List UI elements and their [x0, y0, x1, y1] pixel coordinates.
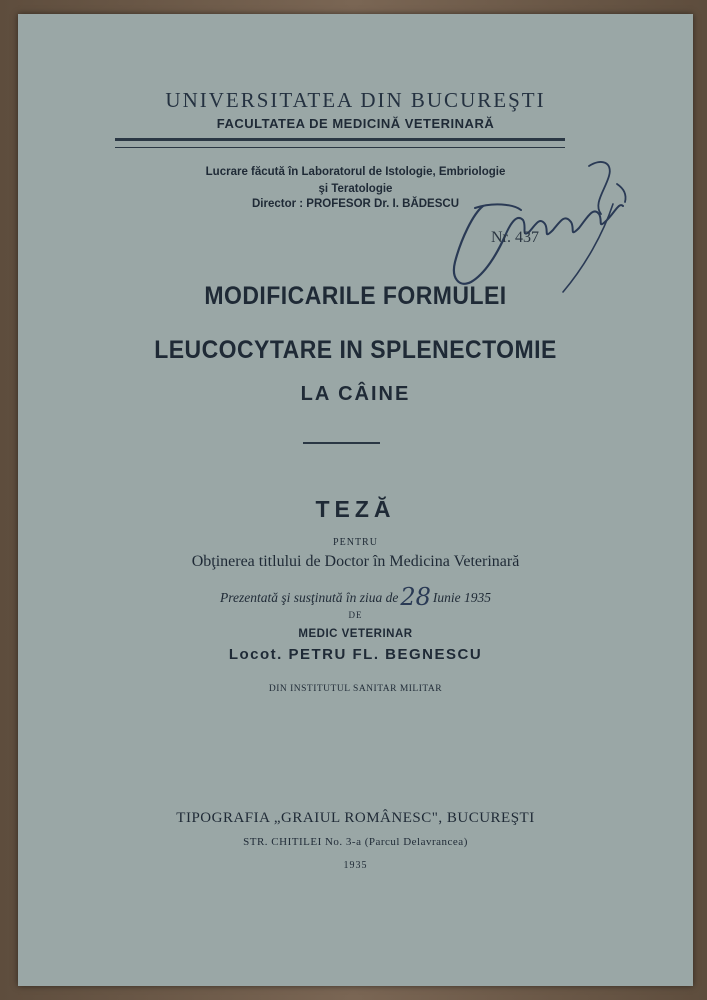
faculty-name: FACULTATEA DE MEDICINĂ VETERINARĂ: [216, 116, 495, 131]
title-line-1: MODIFICARILE FORMULEI: [204, 282, 507, 310]
author-name: Locot. PETRU FL. BEGNESCU: [228, 646, 483, 663]
thesis-cover: [18, 14, 693, 986]
title-line-3: LA CÂINE: [300, 383, 411, 405]
handwritten-day: 28: [400, 583, 431, 611]
director-line: Director : PROFESOR Dr. I. BĂDESCU: [251, 198, 460, 210]
publication-year: 1935: [343, 860, 368, 871]
laboratory-line-1: Lucrare făcută în Laboratorul de Istologie, Embriologie: [205, 166, 506, 178]
thesis-pentru: PENTRU: [333, 537, 378, 548]
thesis-purpose: Obţinerea titlului de Doctor în Medicina Veterinară: [191, 553, 520, 570]
title-line-2: LEUCOCYTARE IN SPLENECTOMIE: [154, 336, 557, 364]
title-divider: [303, 442, 380, 444]
printer-name: TIPOGRAFIA „GRAIUL ROMÂNESC", BUCUREŞTI: [176, 810, 535, 826]
printer-address: STR. CHITILEI No. 3-a (Parcul Delavrancea): [243, 836, 468, 848]
stamp-number: Nr. 437: [491, 229, 539, 246]
presentation-suffix: Iunie 1935: [432, 590, 492, 605]
laboratory-line-2: şi Teratologie: [318, 183, 393, 195]
handwritten-signature: [413, 144, 653, 304]
author-title: MEDIC VETERINAR: [298, 628, 413, 640]
presentation-line: [18, 580, 693, 611]
thesis-label: TEZĂ: [315, 496, 396, 522]
author-institute: DIN INSTITUTUL SANITAR MILITAR: [268, 684, 443, 694]
presentation-prefix: Prezentată şi susţinută în ziua de: [219, 590, 399, 605]
university-name: UNIVERSITATEA DIN BUCUREŞTI: [165, 88, 546, 112]
thesis-de: DE: [348, 610, 363, 620]
